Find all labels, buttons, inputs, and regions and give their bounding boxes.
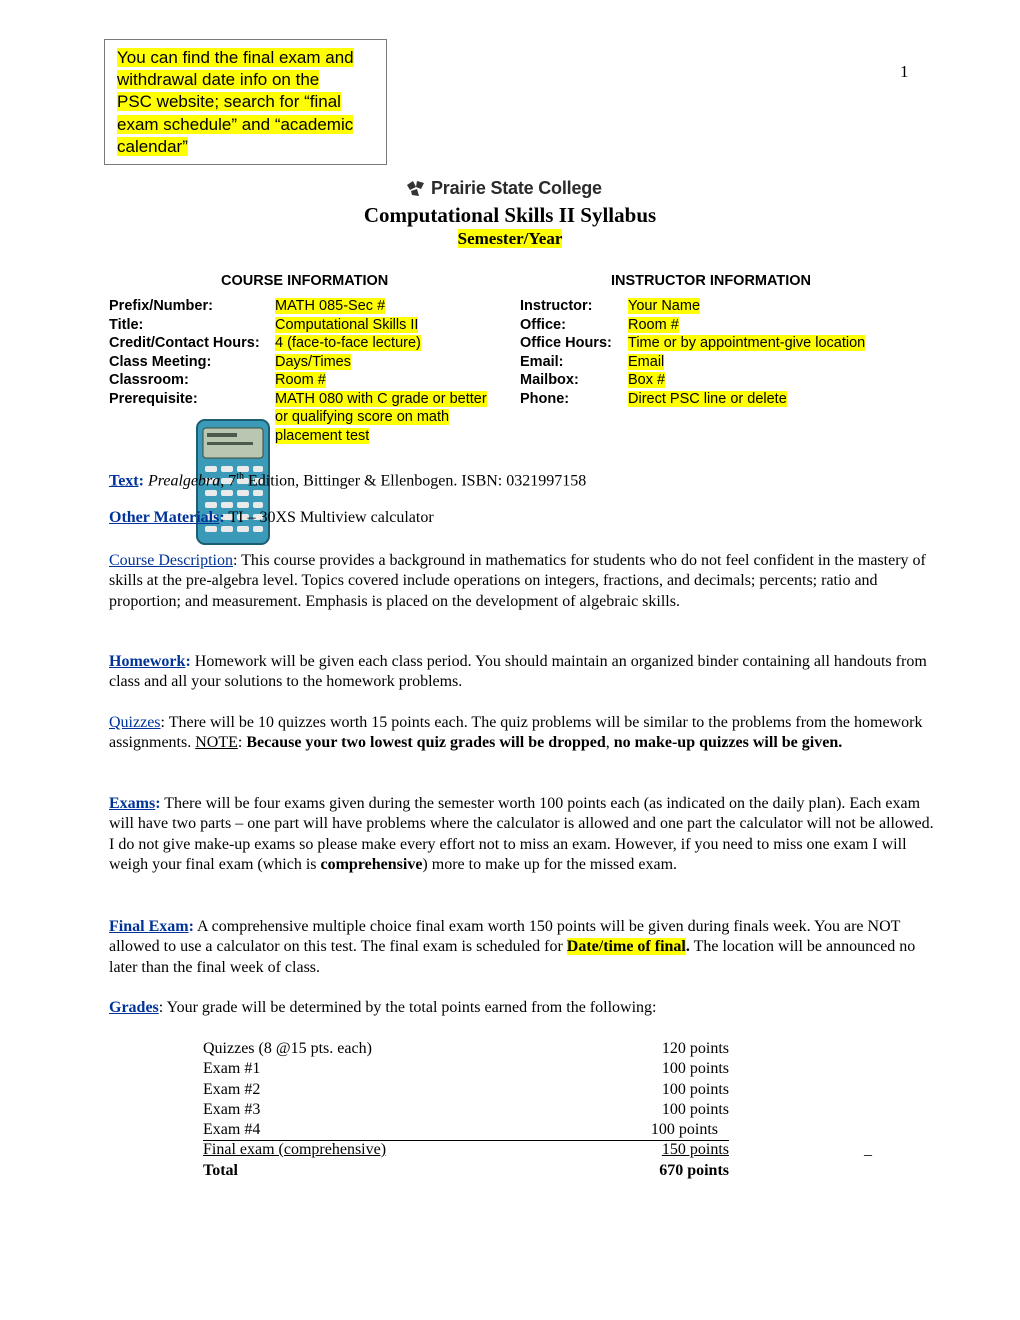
semester-year bbox=[0, 229, 1020, 249]
materials-line: Other Materials: TI – 30XS Multiview calculator bbox=[109, 509, 434, 526]
info-label: Classroom: bbox=[109, 372, 189, 388]
info-label: Phone: bbox=[520, 390, 570, 407]
homework-paragraph: Homework: Homework will be given each class period. You should maintain an organized binder containing all handouts from class and all your solutions to the homework problems. bbox=[109, 653, 927, 691]
callout-line: calendar” bbox=[117, 136, 188, 156]
info-value: Room # bbox=[628, 316, 679, 333]
info-value: Box # bbox=[628, 372, 666, 388]
materials-value: TI – 30XS Multiview calculator bbox=[228, 509, 434, 526]
course-info-labels bbox=[109, 297, 260, 408]
info-value: or qualifying score on math bbox=[275, 409, 450, 425]
grades-intro: Grades: Your grade will be determined by the total points earned from the following: bbox=[109, 999, 657, 1016]
info-value: Days/Times bbox=[275, 353, 351, 370]
college-logo-icon bbox=[405, 179, 427, 197]
trailing-dash: _ bbox=[864, 1141, 872, 1158]
info-value: 4 (face-to-face lecture) bbox=[275, 335, 421, 351]
homework-heading: Homework bbox=[109, 653, 186, 670]
college-name: Prairie State College bbox=[431, 177, 602, 198]
instructor-info-values bbox=[628, 297, 865, 408]
info-value: Email bbox=[628, 353, 665, 370]
book-title: Prealgebra bbox=[147, 472, 221, 490]
info-value: placement test bbox=[275, 427, 370, 444]
final-exam-paragraph: Final Exam: A comprehensive multiple choice final exam worth 150 points will be given during finals week. You are NOT allowed to use a calculator on this test. The final exam is scheduled for Date/time of final. The location will be announced no later than the final week of class. bbox=[109, 918, 916, 976]
grades-heading: Grades bbox=[109, 999, 159, 1016]
quizzes-paragraph: Quizzes: There will be 10 quizzes worth 15 points each. The quiz problems will be similar to the problems from the homework assignments. NOTE: Because your two lowest quiz grades will be dropped, no make-up quizzes will be given. bbox=[109, 714, 923, 752]
edition-number: 7 bbox=[228, 472, 237, 490]
text-heading: Text bbox=[109, 472, 139, 490]
info-value: Direct PSC line or delete bbox=[628, 390, 787, 407]
final-exam-date: Date/time of final bbox=[566, 938, 686, 956]
info-value: MATH 085-Sec # bbox=[275, 298, 386, 314]
course-description-heading: Course Description bbox=[109, 552, 233, 569]
info-label: Office: bbox=[520, 316, 566, 333]
info-label: Instructor: bbox=[520, 298, 593, 314]
final-exam-heading: Final Exam bbox=[109, 918, 189, 935]
course-info-values bbox=[275, 297, 487, 445]
info-value: Time or by appointment-give location bbox=[628, 335, 866, 351]
page-title: Computational Skills II Syllabus bbox=[363, 203, 657, 227]
grade-row: Final exam (comprehensive) 150 points bbox=[203, 1141, 729, 1158]
callout-line: exam schedule” and “academic bbox=[117, 114, 354, 134]
info-label: Class Meeting: bbox=[109, 353, 212, 370]
callout-line: PSC website; search for “final bbox=[117, 92, 341, 112]
exams-paragraph: Exams: There will be four exams given during the semester worth 100 points each (as indicated on the daily plan). Each exam will have two parts – one part will have problems where the calculator is allowed and one part the calculator will not be allowed. I do not give make-up exams so please make every effort not to miss an exam. However, if you need to miss one exam I will weigh your final exam (which is comprehensive) more to make up for the missed exam. bbox=[109, 795, 934, 874]
info-label: Prerequisite: bbox=[109, 390, 198, 407]
info-value: MATH 080 with C grade or better bbox=[275, 390, 487, 407]
info-label: Credit/Contact Hours: bbox=[109, 335, 260, 351]
info-value: Room # bbox=[275, 372, 326, 388]
info-label: Email: bbox=[520, 353, 564, 370]
edition-sup: th bbox=[236, 471, 245, 482]
info-label: Office Hours: bbox=[520, 335, 612, 351]
instructor-info-labels bbox=[520, 297, 612, 408]
course-info-heading: COURSE INFORMATION bbox=[221, 273, 389, 289]
quizzes-note: NOTE bbox=[195, 734, 238, 752]
quizzes-heading: Quizzes bbox=[109, 714, 161, 731]
callout-text bbox=[117, 47, 379, 158]
text-line: Text: Prealgebra, 7th Edition, Bittinger & Ellenbogen. ISBN: 0321997158 bbox=[109, 471, 587, 490]
exams-heading: Exams bbox=[109, 795, 156, 812]
info-value: Computational Skills II bbox=[275, 316, 419, 333]
callout-box bbox=[104, 39, 387, 165]
callout-line: withdrawal date info on the bbox=[117, 70, 320, 90]
book-details: Edition, Bittinger & Ellenbogen. ISBN: 0321997158 bbox=[244, 472, 587, 490]
callout-line: You can find the final exam and bbox=[117, 48, 354, 67]
course-description: Course Description: This course provides a background in mathematics for students who do not feel confident in the mastery of skills at the pre-algebra level. Topics covered include operations on integers, fractions, and decimals; percents; ratio and proportion; and measurement. Emphasis is placed on the development of algebraic skills. bbox=[109, 552, 926, 610]
info-label: Mailbox: bbox=[520, 372, 579, 388]
info-label: Prefix/Number: bbox=[109, 298, 213, 314]
info-label: Title: bbox=[109, 316, 144, 333]
materials-heading: Other Materials bbox=[109, 509, 220, 526]
page-number: 1 bbox=[900, 62, 909, 81]
info-value: Your Name bbox=[628, 298, 701, 314]
instructor-info-heading: INSTRUCTOR INFORMATION bbox=[611, 273, 812, 289]
college-logo bbox=[405, 176, 602, 200]
semester-text: Semester/Year bbox=[457, 229, 563, 248]
